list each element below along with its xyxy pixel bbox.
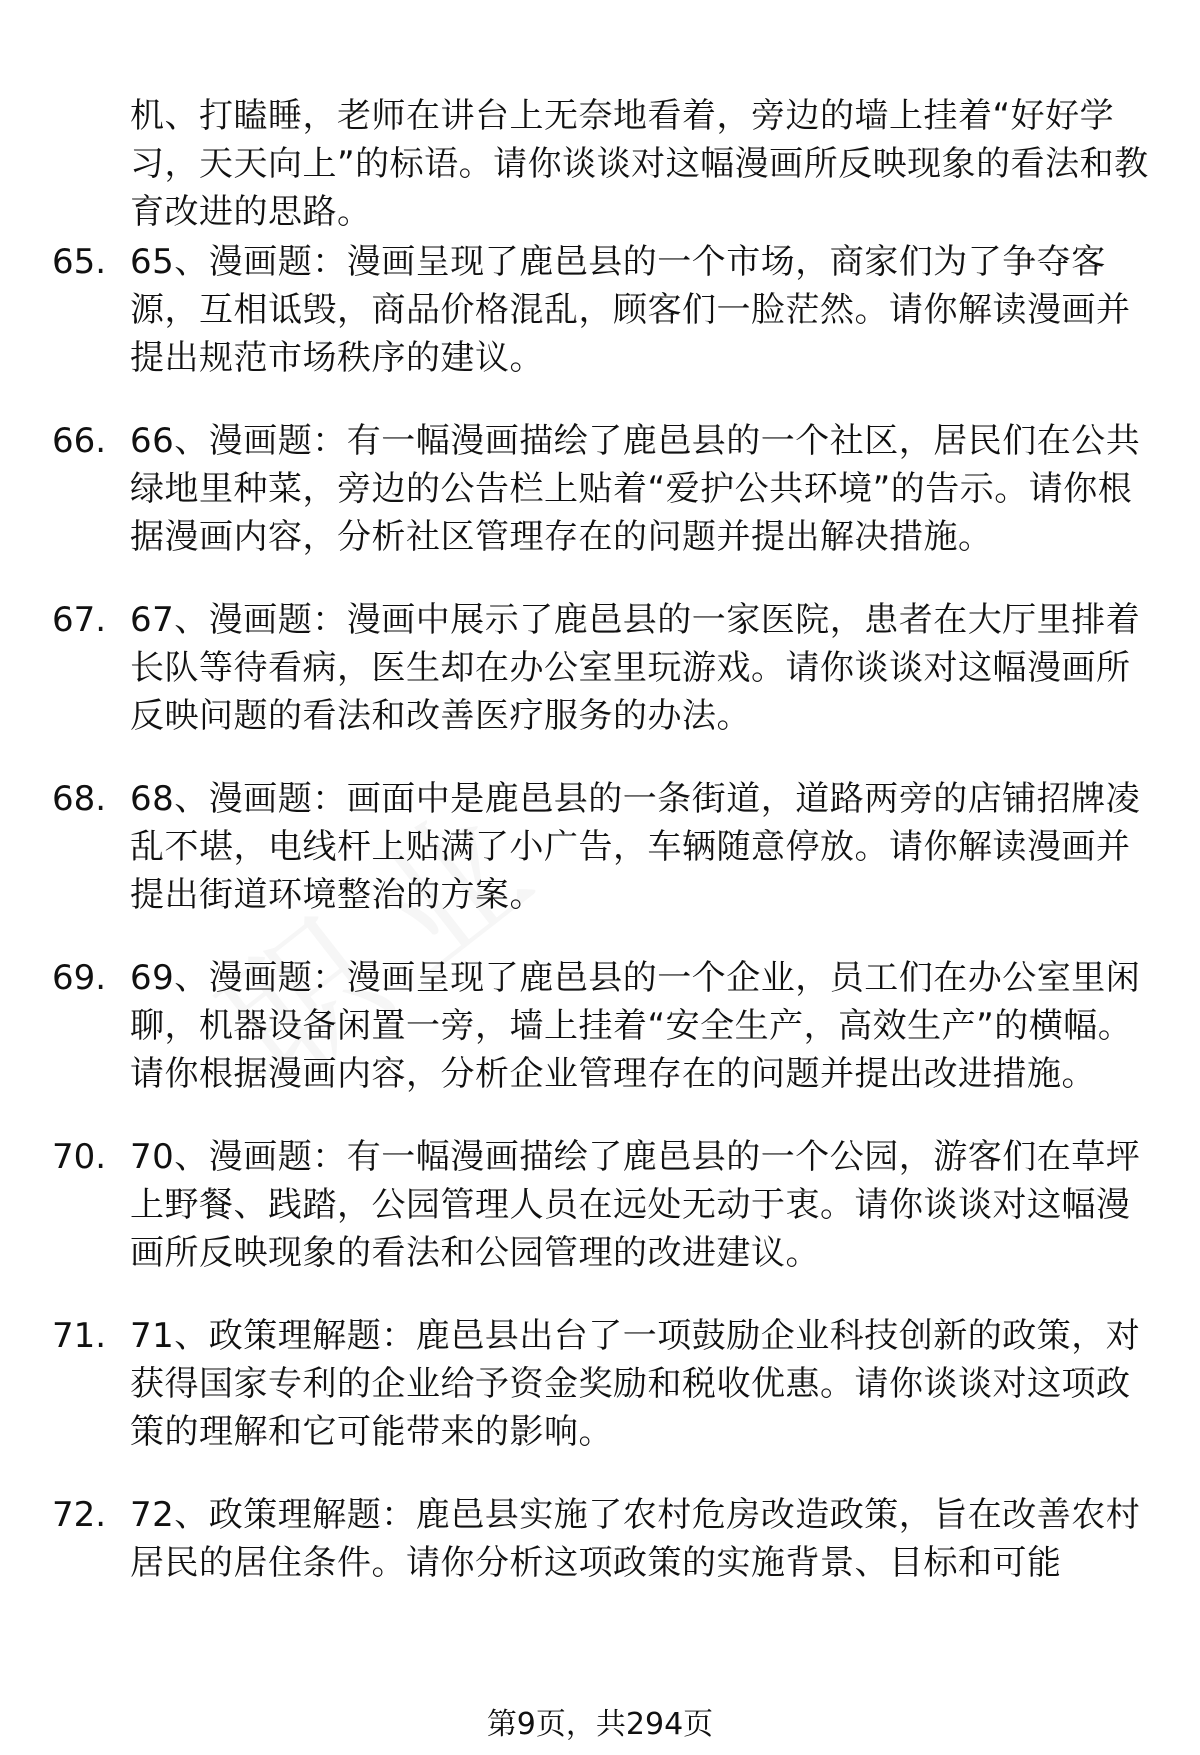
list-item [0,775,1200,919]
item-number: 65. [52,242,107,282]
item-number: 72. [52,1495,107,1535]
list-item [0,1491,1200,1587]
page-footer: 第9页，共294页 [486,1707,714,1742]
item-number: 67. [52,600,107,640]
continued-question-text: 机、打瞌睡，老师在讲台上无奈地看着，旁边的墙上挂着“好好学习，天天向上”的标语。请你谈谈对这幅漫画所反映现象的看法和教育改进的思路。 [130,96,1149,232]
item-text: 68、漫画题：画面中是鹿邑县的一条街道，道路两旁的店铺招牌凌乱不堪，电线杆上贴满了小广告，车辆随意停放。请你解读漫画并提出街道环境整治的方案。 [130,779,1141,915]
item-text: 72、政策理解题：鹿邑县实施了农村危房改造政策，旨在改善农村居民的居住条件。请你分析这项政策的实施背景、目标和可能 [130,1495,1141,1583]
item-text: 67、漫画题：漫画中展示了鹿邑县的一家医院，患者在大厅里排着长队等待看病，医生却在办公室里玩游戏。请你谈谈对这幅漫画所反映问题的看法和改善医疗服务的办法。 [130,600,1141,736]
item-number: 68. [52,779,107,819]
item-number: 69. [52,958,107,998]
item-text: 65、漫画题：漫画呈现了鹿邑县的一个市场，商家们为了争夺客源，互相诋毁，商品价格混乱，顾客们一脸茫然。请你解读漫画并提出规范市场秩序的建议。 [130,242,1131,378]
question-list [0,238,1200,1622]
list-item [0,1312,1200,1456]
list-item [0,238,1200,382]
list-item [0,596,1200,740]
item-number: 66. [52,421,107,461]
item-text: 69、漫画题：漫画呈现了鹿邑县的一个企业，员工们在办公室里闲聊，机器设备闲置一旁，墙上挂着“安全生产，高效生产”的横幅。请你根据漫画内容，分析企业管理存在的问题并提出改进措施。 [130,958,1141,1094]
item-text: 70、漫画题：有一幅漫画描绘了鹿邑县的一个公园，游客们在草坪上野餐、践踏，公园管理人员在远处无动于衷。请你谈谈对这幅漫画所反映现象的看法和公园管理的改进建议。 [130,1137,1141,1273]
list-item [0,954,1200,1098]
item-text: 66、漫画题：有一幅漫画描绘了鹿邑县的一个社区，居民们在公共绿地里种菜，旁边的公告栏上贴着“爱护公共环境”的告示。请你根据漫画内容，分析社区管理存在的问题并提出解决措施。 [130,421,1141,557]
item-number: 71. [52,1316,107,1356]
list-item [0,1133,1200,1277]
item-text: 71、政策理解题：鹿邑县出台了一项鼓励企业科技创新的政策，对获得国家专利的企业给予资金奖励和税收优惠。请你谈谈对这项政策的理解和它可能带来的影响。 [130,1316,1141,1452]
list-item [0,417,1200,561]
item-number: 70. [52,1137,107,1177]
